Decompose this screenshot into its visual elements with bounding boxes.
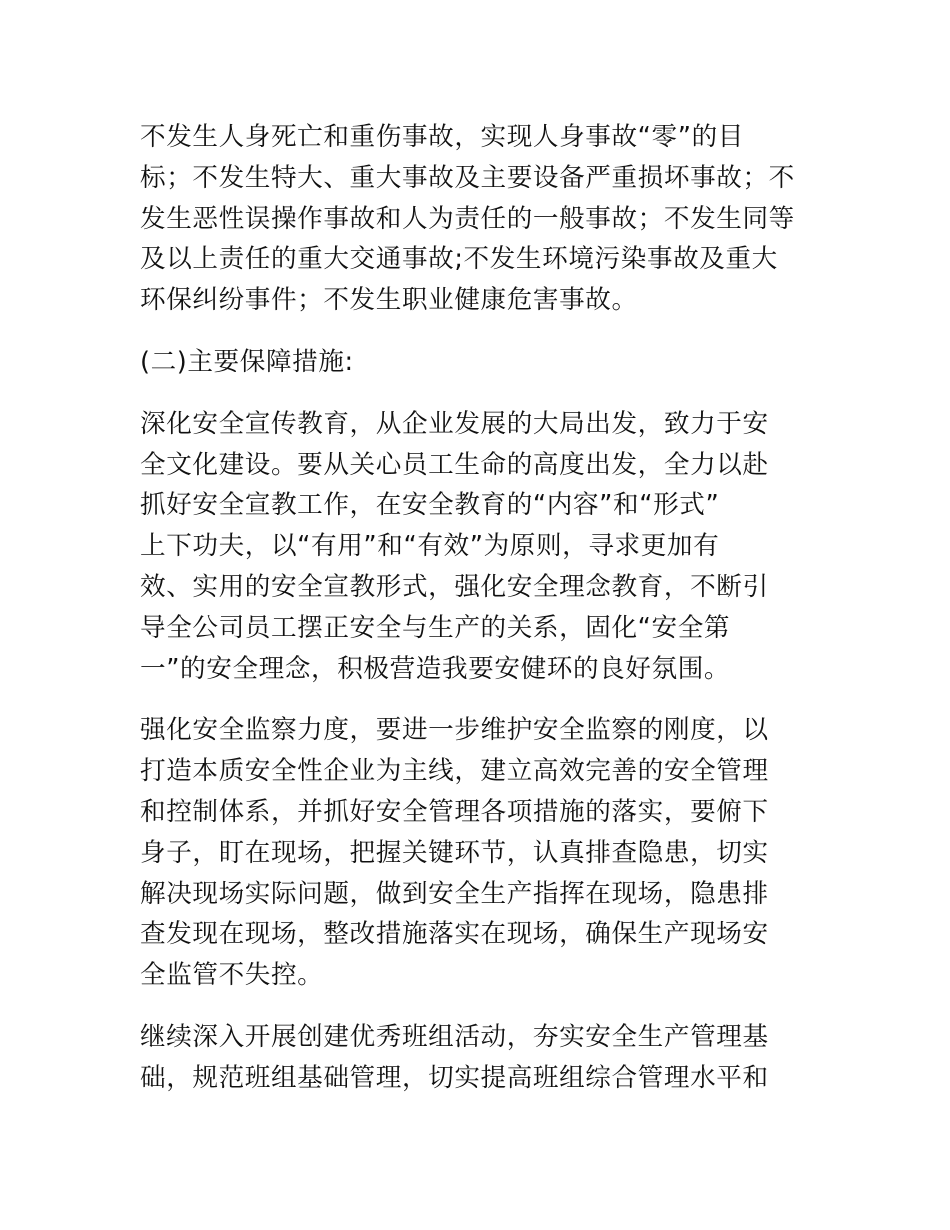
paragraph-safety-education	[140, 404, 820, 690]
text-line: 不发生人身死亡和重伤事故，实现人身事故“零”的目	[140, 122, 744, 152]
paragraph-gap	[140, 996, 820, 1017]
text-line: 强化安全监察力度，要进一步维护安全监察的刚度，以	[140, 715, 769, 746]
text-line: 及以上责任的重大交通事故;不发生环境污染事故及重大	[140, 244, 778, 275]
paragraph-safety-supervision	[140, 710, 820, 996]
text-line: 解决现场实际问题，做到安全生产指挥在现场，隐患排	[140, 878, 769, 909]
text-line: 导全公司员工摆正安全与生产的关系，固化“安全第	[140, 612, 731, 643]
text-line: 上下功夫，以“有用”和“有效”为原则，寻求更加有	[140, 531, 720, 562]
text-line: 深化安全宣传教育，从企业发展的大局出发，致力于安	[140, 408, 769, 439]
paragraph-safety-targets	[140, 117, 820, 321]
paragraph-gap	[140, 689, 820, 710]
text-line: 和控制体系，并抓好安全管理各项措施的落实，要俯下	[140, 796, 769, 827]
section-heading-measures	[140, 342, 820, 383]
text-line: 全监管不失控。	[140, 960, 324, 991]
text-line: 标；不发生特大、重大事故及主要设备严重损坏事故；不	[140, 162, 795, 193]
text-line: 查发现在现场，整改措施落实在现场，确保生产现场安	[140, 919, 769, 950]
text-line: 继续深入开展创建优秀班组活动，夯实安全生产管理基	[140, 1021, 769, 1052]
text-line: 环保纠纷事件；不发生职业健康危害事故。	[140, 285, 638, 316]
text-line: 全文化建设。要从关心员工生命的高度出发，全力以赴	[140, 449, 769, 480]
paragraph-gap	[140, 321, 820, 342]
text-line: 效、实用的安全宣教形式，强化安全理念教育，不断引	[140, 571, 769, 602]
paragraph-team-building	[140, 1017, 820, 1099]
paragraph-gap	[140, 383, 820, 404]
text-line: 抓好安全宣教工作，在安全教育的“内容”和“形式”	[140, 490, 720, 521]
text-line: 打造本质安全性企业为主线，建立高效完善的安全管理	[140, 756, 769, 787]
text-line: 一”的安全理念，积极营造我要安健环的良好氛围。	[140, 653, 731, 684]
text-line: 发生恶性误操作事故和人为责任的一般事故；不发生同等	[140, 203, 795, 234]
text-line: 础，规范班组基础管理，切实提高班组综合管理水平和	[140, 1062, 769, 1093]
heading-text: (二)主要保障措施:	[140, 346, 354, 377]
text-line: 身子，盯在现场，把握关键环节，认真排查隐患，切实	[140, 837, 769, 868]
document-body	[140, 117, 820, 1099]
